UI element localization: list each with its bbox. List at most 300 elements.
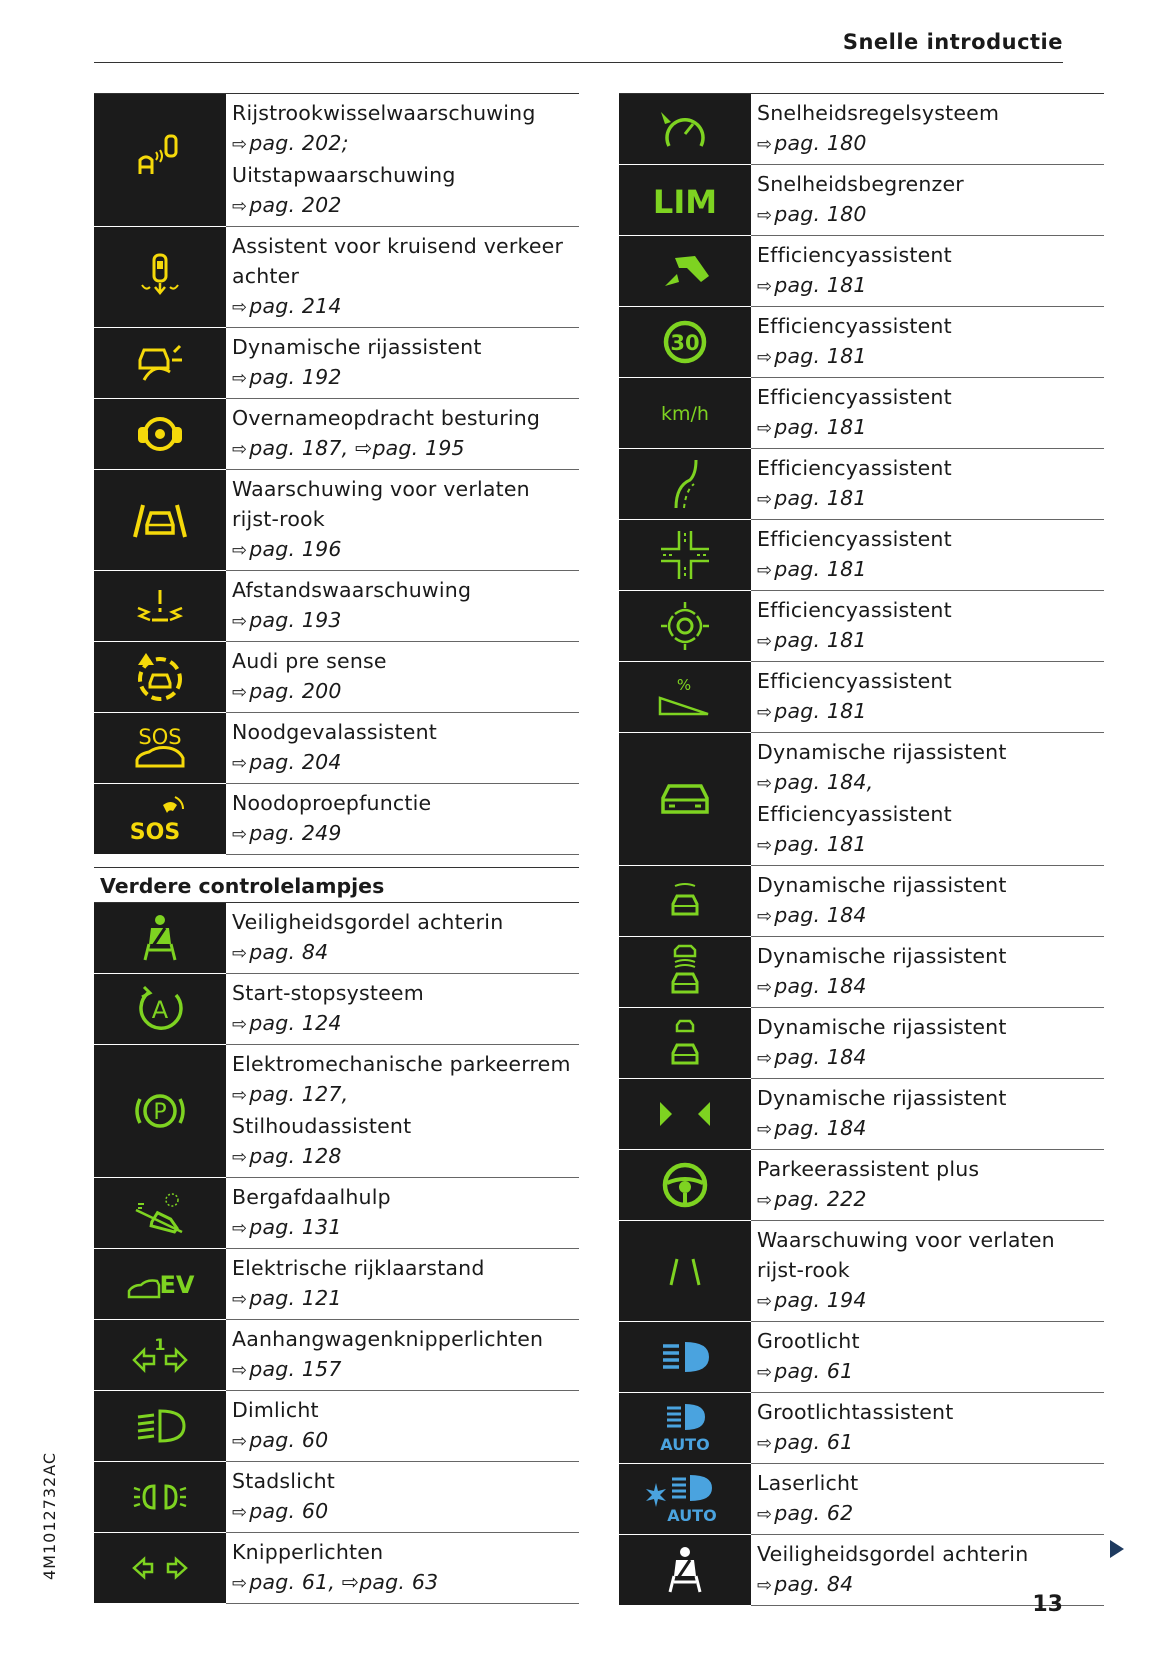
- speed-limiter-icon-text: LIM: [652, 183, 718, 221]
- arrow-icon: ⇨: [757, 773, 773, 794]
- arrow-icon: ⇨: [757, 134, 773, 155]
- efficiency-turn-icon: [655, 246, 715, 296]
- emergency-call-icon: [125, 791, 195, 847]
- arrow-icon: ⇨: [232, 1218, 248, 1239]
- svg-text:P: P: [153, 1100, 167, 1125]
- indicator-label: Waarschuwing voor verlaten rijst-rook: [757, 1228, 1055, 1282]
- page-ref[interactable]: [232, 937, 573, 969]
- indicator-text-cell: [226, 974, 579, 1045]
- page-ref[interactable]: [757, 625, 1098, 657]
- distance-2-icon: [665, 944, 705, 1000]
- indicator-text-cell: [226, 328, 579, 399]
- table-row: [619, 1008, 1104, 1079]
- indicator-label: Efficiencyassistent: [757, 669, 952, 693]
- indicator-text-cell: [226, 1320, 579, 1391]
- indicator-text-cell: [226, 399, 579, 470]
- indicator-text-cell: [751, 1150, 1104, 1221]
- page-ref[interactable]: [232, 534, 573, 566]
- page-ref-text: pag. 196: [249, 537, 342, 561]
- parking-light-icon: [130, 1472, 190, 1522]
- page-ref[interactable]: [757, 270, 1098, 302]
- indicator-table-left: [94, 93, 579, 855]
- indicator-label: Snelheidsbegrenzer: [757, 172, 964, 196]
- indicator-text-cell: [751, 866, 1104, 937]
- indicator-icon-cell: [94, 470, 226, 571]
- table-row: [619, 1221, 1104, 1322]
- page-ref-text: pag. 194: [774, 1288, 867, 1312]
- page-ref[interactable]: [232, 676, 573, 708]
- indicator-label: Afstandswaarschuwing: [232, 578, 472, 602]
- arrow-icon: ⇨: [757, 1433, 773, 1454]
- page-ref[interactable]: [232, 1425, 573, 1457]
- arrow-icon: ⇨: [757, 1362, 773, 1383]
- parking-brake-icon: [130, 1083, 190, 1139]
- arrow-icon: ⇨: [757, 205, 773, 226]
- indicator-label: Laserlicht: [757, 1471, 859, 1495]
- table-row: [94, 227, 579, 328]
- indicator-label: Dynamische rijassistent: [232, 335, 482, 359]
- table-row: [619, 733, 1104, 866]
- indicator-label: Efficiencyassistent: [757, 527, 952, 551]
- table-row: [94, 713, 579, 784]
- page-ref[interactable]: [757, 1356, 1098, 1388]
- arrow-icon: ⇨: [232, 439, 248, 460]
- page-ref-text: pag. 181: [774, 273, 867, 297]
- indicator-text-cell: [751, 307, 1104, 378]
- indicator-label: Grootlicht: [757, 1329, 860, 1353]
- arrow-icon: ⇨: [232, 753, 248, 774]
- arrow-icon: ⇨: [757, 702, 773, 723]
- indicator-label: Dynamische rijassistent: [757, 1015, 1007, 1039]
- indicator-icon-cell: [94, 1462, 226, 1533]
- arrow-icon: ⇨: [757, 347, 773, 368]
- indicator-icon-cell: [94, 227, 226, 328]
- indicator-icon-cell: [619, 94, 751, 165]
- indicator-label: Dynamische rijassistent: [757, 944, 1007, 968]
- indicator-table-right: [619, 93, 1104, 1606]
- page-ref[interactable]: [232, 1567, 573, 1599]
- indicator-label: Efficiencyassistent: [757, 456, 952, 480]
- indicator-text-cell: [226, 642, 579, 713]
- indicator-icon-cell: [94, 571, 226, 642]
- indicator-text-cell: [226, 784, 579, 855]
- laser-light-icon: [640, 1471, 730, 1527]
- indicator-icon-cell: [94, 94, 226, 227]
- page-ref[interactable]: [757, 128, 1098, 160]
- indicator-label: Parkeerassistent plus: [757, 1157, 980, 1181]
- indicator-label: Efficiencyassistent: [757, 802, 952, 826]
- page-ref-text: pag. 84: [249, 940, 329, 964]
- curve-icon: [660, 456, 710, 512]
- page-ref[interactable]: [757, 1184, 1098, 1216]
- page-ref[interactable]: [757, 412, 1098, 444]
- table-row: [619, 1150, 1104, 1221]
- arrow-icon: ⇨: [232, 943, 248, 964]
- arrow-icon: ⇨: [232, 1085, 248, 1106]
- indicator-label: Elektromechanische parkeerrem: [232, 1052, 571, 1076]
- page-ref-text: pag. 127,: [249, 1082, 349, 1106]
- arrow-icon: ⇨: [757, 1291, 773, 1312]
- cruise-control-icon: [655, 104, 715, 154]
- page-ref-text: pag. 193: [249, 608, 342, 632]
- page-ref-text: pag. 202;: [249, 131, 349, 155]
- indicator-icon-cell: [619, 449, 751, 520]
- document-code: 4M1012732AC: [40, 1451, 59, 1580]
- high-beam-auto-icon: [655, 1400, 715, 1456]
- page-ref-text: pag. 181: [774, 344, 867, 368]
- indicator-text-cell: [226, 903, 579, 974]
- table-row: [94, 94, 579, 227]
- gradient-icon: [650, 672, 720, 722]
- indicator-icon-cell: [619, 236, 751, 307]
- arrow-icon: ⇨: [757, 418, 773, 439]
- indicator-label: Rijstrookwisselwaarschuwing: [232, 101, 536, 125]
- indicator-text-cell: [226, 94, 579, 227]
- indicator-icon-cell: [619, 1464, 751, 1535]
- indicator-text-cell: [226, 227, 579, 328]
- high-beam-icon: [655, 1332, 715, 1382]
- page-ref[interactable]: [757, 1285, 1098, 1317]
- indicator-text-cell: [751, 591, 1104, 662]
- indicator-label: Efficiencyassistent: [757, 385, 952, 409]
- table-row: [94, 1178, 579, 1249]
- indicator-text-cell: [751, 733, 1104, 866]
- indicator-icon-cell: [619, 733, 751, 866]
- indicator-text-cell: [751, 165, 1104, 236]
- indicator-icon-cell: [619, 591, 751, 662]
- page-ref[interactable]: [757, 341, 1098, 373]
- speed-sign-icon-text: 30: [670, 331, 700, 355]
- table-row: [94, 470, 579, 571]
- left-column: [94, 93, 579, 1604]
- roundabout-icon: [657, 598, 713, 654]
- page-ref[interactable]: [757, 829, 1098, 861]
- low-beam-icon: [130, 1401, 190, 1451]
- page-ref[interactable]: [232, 1141, 573, 1173]
- indicator-icon-cell: [619, 1221, 751, 1322]
- page-ref-text: pag. 180: [774, 202, 867, 226]
- indicator-label: Efficiencyassistent: [757, 243, 952, 267]
- arrow-icon: ⇨: [232, 196, 248, 217]
- indicator-icon-cell: [619, 1008, 751, 1079]
- page-ref-text: pag. 214: [249, 294, 342, 318]
- arrow-icon: ⇨: [232, 1360, 248, 1381]
- table-row: [619, 520, 1104, 591]
- table-row: [619, 1322, 1104, 1393]
- page-ref-text: pag. 180: [774, 131, 867, 155]
- svg-text:A: A: [151, 996, 169, 1024]
- indicator-table-left-further: [94, 902, 579, 1604]
- page-ref[interactable]: [232, 1283, 573, 1315]
- page-ref-text: pag. 184: [774, 974, 867, 998]
- table-row: [619, 378, 1104, 449]
- page-ref-text: pag. 124: [249, 1011, 342, 1035]
- indicator-label: Assistent voor kruisend verkeer achter: [232, 234, 564, 288]
- arrow-icon: ⇨: [757, 276, 773, 297]
- page-ref-text: pag. 61: [774, 1430, 854, 1454]
- indicator-icon-cell: [619, 520, 751, 591]
- indicator-icon-cell: [619, 1079, 751, 1150]
- indicator-label: Stadslicht: [232, 1469, 335, 1493]
- arrow-icon: ⇨: [757, 489, 773, 510]
- table-row: [619, 236, 1104, 307]
- page-ref[interactable]: [232, 1008, 573, 1040]
- page-ref[interactable]: [232, 433, 573, 465]
- arrow-icon: ⇨: [757, 1504, 773, 1525]
- arrow-icon: ⇨: [232, 368, 248, 389]
- arrow-icon: ⇨: [757, 1190, 773, 1211]
- arrow-icon: ⇨: [757, 835, 773, 856]
- indicator-label: Bergafdaalhulp: [232, 1185, 391, 1209]
- header-rule: [94, 62, 1063, 63]
- table-row: [94, 1533, 579, 1604]
- arrow-icon: ⇨: [757, 631, 773, 652]
- table-row: [94, 1045, 579, 1178]
- page-ref[interactable]: [757, 1427, 1098, 1459]
- page-ref-text: pag. 202: [249, 193, 342, 217]
- table-row: [94, 399, 579, 470]
- rear-seatbelt-icon: [135, 910, 185, 966]
- page-ref-text: pag. 181: [774, 699, 867, 723]
- table-row: [94, 571, 579, 642]
- page-ref-text: pag. 121: [249, 1286, 342, 1310]
- table-row: [619, 662, 1104, 733]
- table-row: [94, 974, 579, 1045]
- page-header-title: Snelle introductie: [842, 30, 1063, 54]
- table-row: [619, 866, 1104, 937]
- indicator-icon-cell: [94, 1178, 226, 1249]
- indicator-text-cell: [751, 449, 1104, 520]
- indicator-label: Grootlichtassistent: [757, 1400, 954, 1424]
- arrow-icon: ⇨: [232, 297, 248, 318]
- dynamic-drive-assist-icon: [130, 338, 190, 388]
- indicator-label: Audi pre sense: [232, 649, 387, 673]
- arrow-icon: ⇨: [757, 560, 773, 581]
- page-ref[interactable]: [757, 1113, 1098, 1145]
- indicator-label: Stilhoudassistent: [232, 1114, 412, 1138]
- page-ref[interactable]: [757, 1042, 1098, 1074]
- indicator-icon-cell: [94, 642, 226, 713]
- indicator-icon-cell: [94, 1391, 226, 1462]
- table-row: [94, 1462, 579, 1533]
- page-ref[interactable]: [232, 1496, 573, 1528]
- page-ref-text: pag. 157: [249, 1357, 342, 1381]
- indicator-text-cell: [226, 713, 579, 784]
- arrow-icon: ⇨: [757, 1575, 773, 1596]
- page-ref[interactable]: [757, 554, 1098, 586]
- indicator-icon-cell: [94, 399, 226, 470]
- table-row: [619, 307, 1104, 378]
- table-row: [619, 1464, 1104, 1535]
- indicator-label: Knipperlichten: [232, 1540, 384, 1564]
- arrow-icon: ⇨: [232, 611, 248, 632]
- indicator-icon-cell: [94, 1320, 226, 1391]
- arrow-icon: ⇨: [232, 1147, 248, 1168]
- page-ref-text: pag. 62: [774, 1501, 854, 1525]
- indicator-icon-cell: [619, 866, 751, 937]
- table-row: [619, 1393, 1104, 1464]
- lane-departure-icon: [125, 495, 195, 545]
- page-ref[interactable]: [232, 291, 573, 323]
- indicator-text-cell: [226, 1533, 579, 1604]
- svg-text:1: 1: [154, 1335, 166, 1354]
- distance-warning-icon: [130, 586, 190, 626]
- arrow-icon: ⇨: [232, 1289, 248, 1310]
- page-ref-text: pag. 61, ⇨pag. 63: [249, 1570, 439, 1594]
- ev-ready-icon: [125, 1259, 195, 1309]
- lane-markers-icon: [650, 1094, 720, 1134]
- arrow-icon: ⇨: [757, 1048, 773, 1069]
- table-row: [619, 1079, 1104, 1150]
- page-ref[interactable]: [232, 605, 573, 637]
- arrow-icon: ⇨: [232, 682, 248, 703]
- right-column: [619, 93, 1104, 1606]
- indicator-label: Efficiencyassistent: [757, 598, 952, 622]
- takeover-request-icon: [130, 409, 190, 459]
- page-ref-text: pag. 184: [774, 1045, 867, 1069]
- distance-3-icon: [665, 1015, 705, 1071]
- speed-sign-icon: [655, 317, 715, 367]
- indicator-label: Uitstapwaarschuwing: [232, 163, 456, 187]
- indicator-text-cell: [226, 1045, 579, 1178]
- trailer-turn-signal-icon: [130, 1330, 190, 1380]
- indicator-label: Dynamische rijassistent: [757, 740, 1007, 764]
- vehicle-ahead-icon: [655, 774, 715, 824]
- table-row: [94, 903, 579, 974]
- page-ref[interactable]: [232, 362, 573, 394]
- page-ref[interactable]: [232, 818, 573, 850]
- indicator-icon-cell: [94, 1249, 226, 1320]
- indicator-label: Overnameopdracht besturing: [232, 406, 541, 430]
- table-row: [619, 591, 1104, 662]
- table-row: [94, 1249, 579, 1320]
- intersection-icon: [657, 527, 713, 583]
- page-ref[interactable]: [757, 767, 1098, 799]
- page-ref[interactable]: [757, 483, 1098, 515]
- table-row: [94, 642, 579, 713]
- indicator-label: Elektrische rijklaarstand: [232, 1256, 485, 1280]
- speed-limiter-icon: [650, 175, 720, 225]
- page-ref[interactable]: [757, 1498, 1098, 1530]
- page-ref-text: pag. 84: [774, 1572, 854, 1596]
- table-row: [619, 1535, 1104, 1606]
- arrow-icon: ⇨: [232, 1502, 248, 1523]
- page-ref-text: pag. 204: [249, 750, 342, 774]
- indicator-text-cell: [751, 1079, 1104, 1150]
- page-ref-text: pag. 184,: [774, 770, 874, 794]
- indicator-text-cell: [751, 1393, 1104, 1464]
- page-ref[interactable]: [757, 971, 1098, 1003]
- indicator-text-cell: [751, 1322, 1104, 1393]
- page-ref[interactable]: [232, 747, 573, 779]
- indicator-label: Dimlicht: [232, 1398, 319, 1422]
- table-row: [619, 449, 1104, 520]
- indicator-text-cell: [751, 1221, 1104, 1322]
- page-ref-text: pag. 249: [249, 821, 342, 845]
- arrow-icon: ⇨: [232, 540, 248, 561]
- next-page-arrow-icon[interactable]: [1110, 1540, 1124, 1558]
- page-ref[interactable]: [232, 128, 573, 160]
- page-ref[interactable]: [757, 199, 1098, 231]
- page-ref-text: pag. 181: [774, 832, 867, 856]
- indicator-icon-cell: [619, 1393, 751, 1464]
- indicator-icon-cell: [619, 165, 751, 236]
- arrow-icon: ⇨: [232, 1573, 248, 1594]
- distance-1-icon: [665, 876, 705, 926]
- page-number: 13: [1032, 1592, 1063, 1617]
- page-ref-text: pag. 200: [249, 679, 342, 703]
- indicator-text-cell: [751, 236, 1104, 307]
- table-row: [94, 1391, 579, 1462]
- gradient-icon-text: %: [676, 676, 692, 694]
- high-beam-auto-icon-text: AUTO: [660, 1435, 710, 1454]
- arrow-icon: ⇨: [757, 1119, 773, 1140]
- arrow-icon: ⇨: [232, 824, 248, 845]
- page-ref[interactable]: [232, 1079, 573, 1111]
- indicator-text-cell: [751, 662, 1104, 733]
- arrow-icon: ⇨: [232, 134, 248, 155]
- page-ref-text: pag. 222: [774, 1187, 867, 1211]
- page-ref[interactable]: [232, 1354, 573, 1386]
- page-ref[interactable]: [232, 190, 573, 222]
- table-row: [94, 328, 579, 399]
- section-heading: Verdere controlelampjes: [94, 867, 579, 902]
- indicator-label: Noodoproepfunctie: [232, 791, 432, 815]
- indicator-text-cell: [751, 1008, 1104, 1079]
- page-ref[interactable]: [757, 696, 1098, 728]
- indicator-label: Aanhangwagenknipperlichten: [232, 1327, 544, 1351]
- lane-lines-icon: [655, 1251, 715, 1291]
- indicator-label: Snelheidsregelsysteem: [757, 101, 1000, 125]
- page-ref-text: pag. 181: [774, 415, 867, 439]
- indicator-icon-cell: [94, 713, 226, 784]
- indicator-icon-cell: [94, 1533, 226, 1604]
- indicator-text-cell: [751, 937, 1104, 1008]
- lane-change-warning-icon: [130, 130, 190, 190]
- arrow-icon: ⇨: [757, 906, 773, 927]
- page-ref-text: pag. 128: [249, 1144, 342, 1168]
- kmh-icon: [650, 393, 720, 433]
- hill-descent-icon: [130, 1188, 190, 1238]
- indicator-text-cell: [226, 571, 579, 642]
- page-ref[interactable]: [757, 900, 1098, 932]
- indicator-label: Waarschuwing voor verlaten rijst-rook: [232, 477, 530, 531]
- indicator-text-cell: [226, 470, 579, 571]
- svg-text:EV: EV: [159, 1271, 195, 1299]
- page-ref-text: pag. 131: [249, 1215, 342, 1239]
- rear-seatbelt-white-icon: [660, 1542, 710, 1598]
- indicator-text-cell: [751, 520, 1104, 591]
- indicator-icon-cell: [619, 662, 751, 733]
- arrow-icon: ⇨: [232, 1014, 248, 1035]
- indicator-text-cell: [226, 1462, 579, 1533]
- indicator-icon-cell: [619, 937, 751, 1008]
- indicator-label: Veiligheidsgordel achterin: [232, 910, 504, 934]
- indicator-text-cell: [751, 1464, 1104, 1535]
- emergency-assist-icon: [125, 720, 195, 776]
- table-row: [94, 1320, 579, 1391]
- indicator-icon-cell: [619, 378, 751, 449]
- indicator-icon-cell: [619, 1535, 751, 1606]
- turn-signal-icon: [130, 1548, 190, 1588]
- indicator-label: Veiligheidsgordel achterin: [757, 1542, 1029, 1566]
- table-row: [94, 784, 579, 855]
- page-ref[interactable]: [232, 1212, 573, 1244]
- laser-light-icon-text: AUTO: [667, 1506, 717, 1525]
- page-ref-text: pag. 60: [249, 1428, 329, 1452]
- page-ref-text: pag. 184: [774, 1116, 867, 1140]
- steering-wheel-icon: [657, 1157, 713, 1213]
